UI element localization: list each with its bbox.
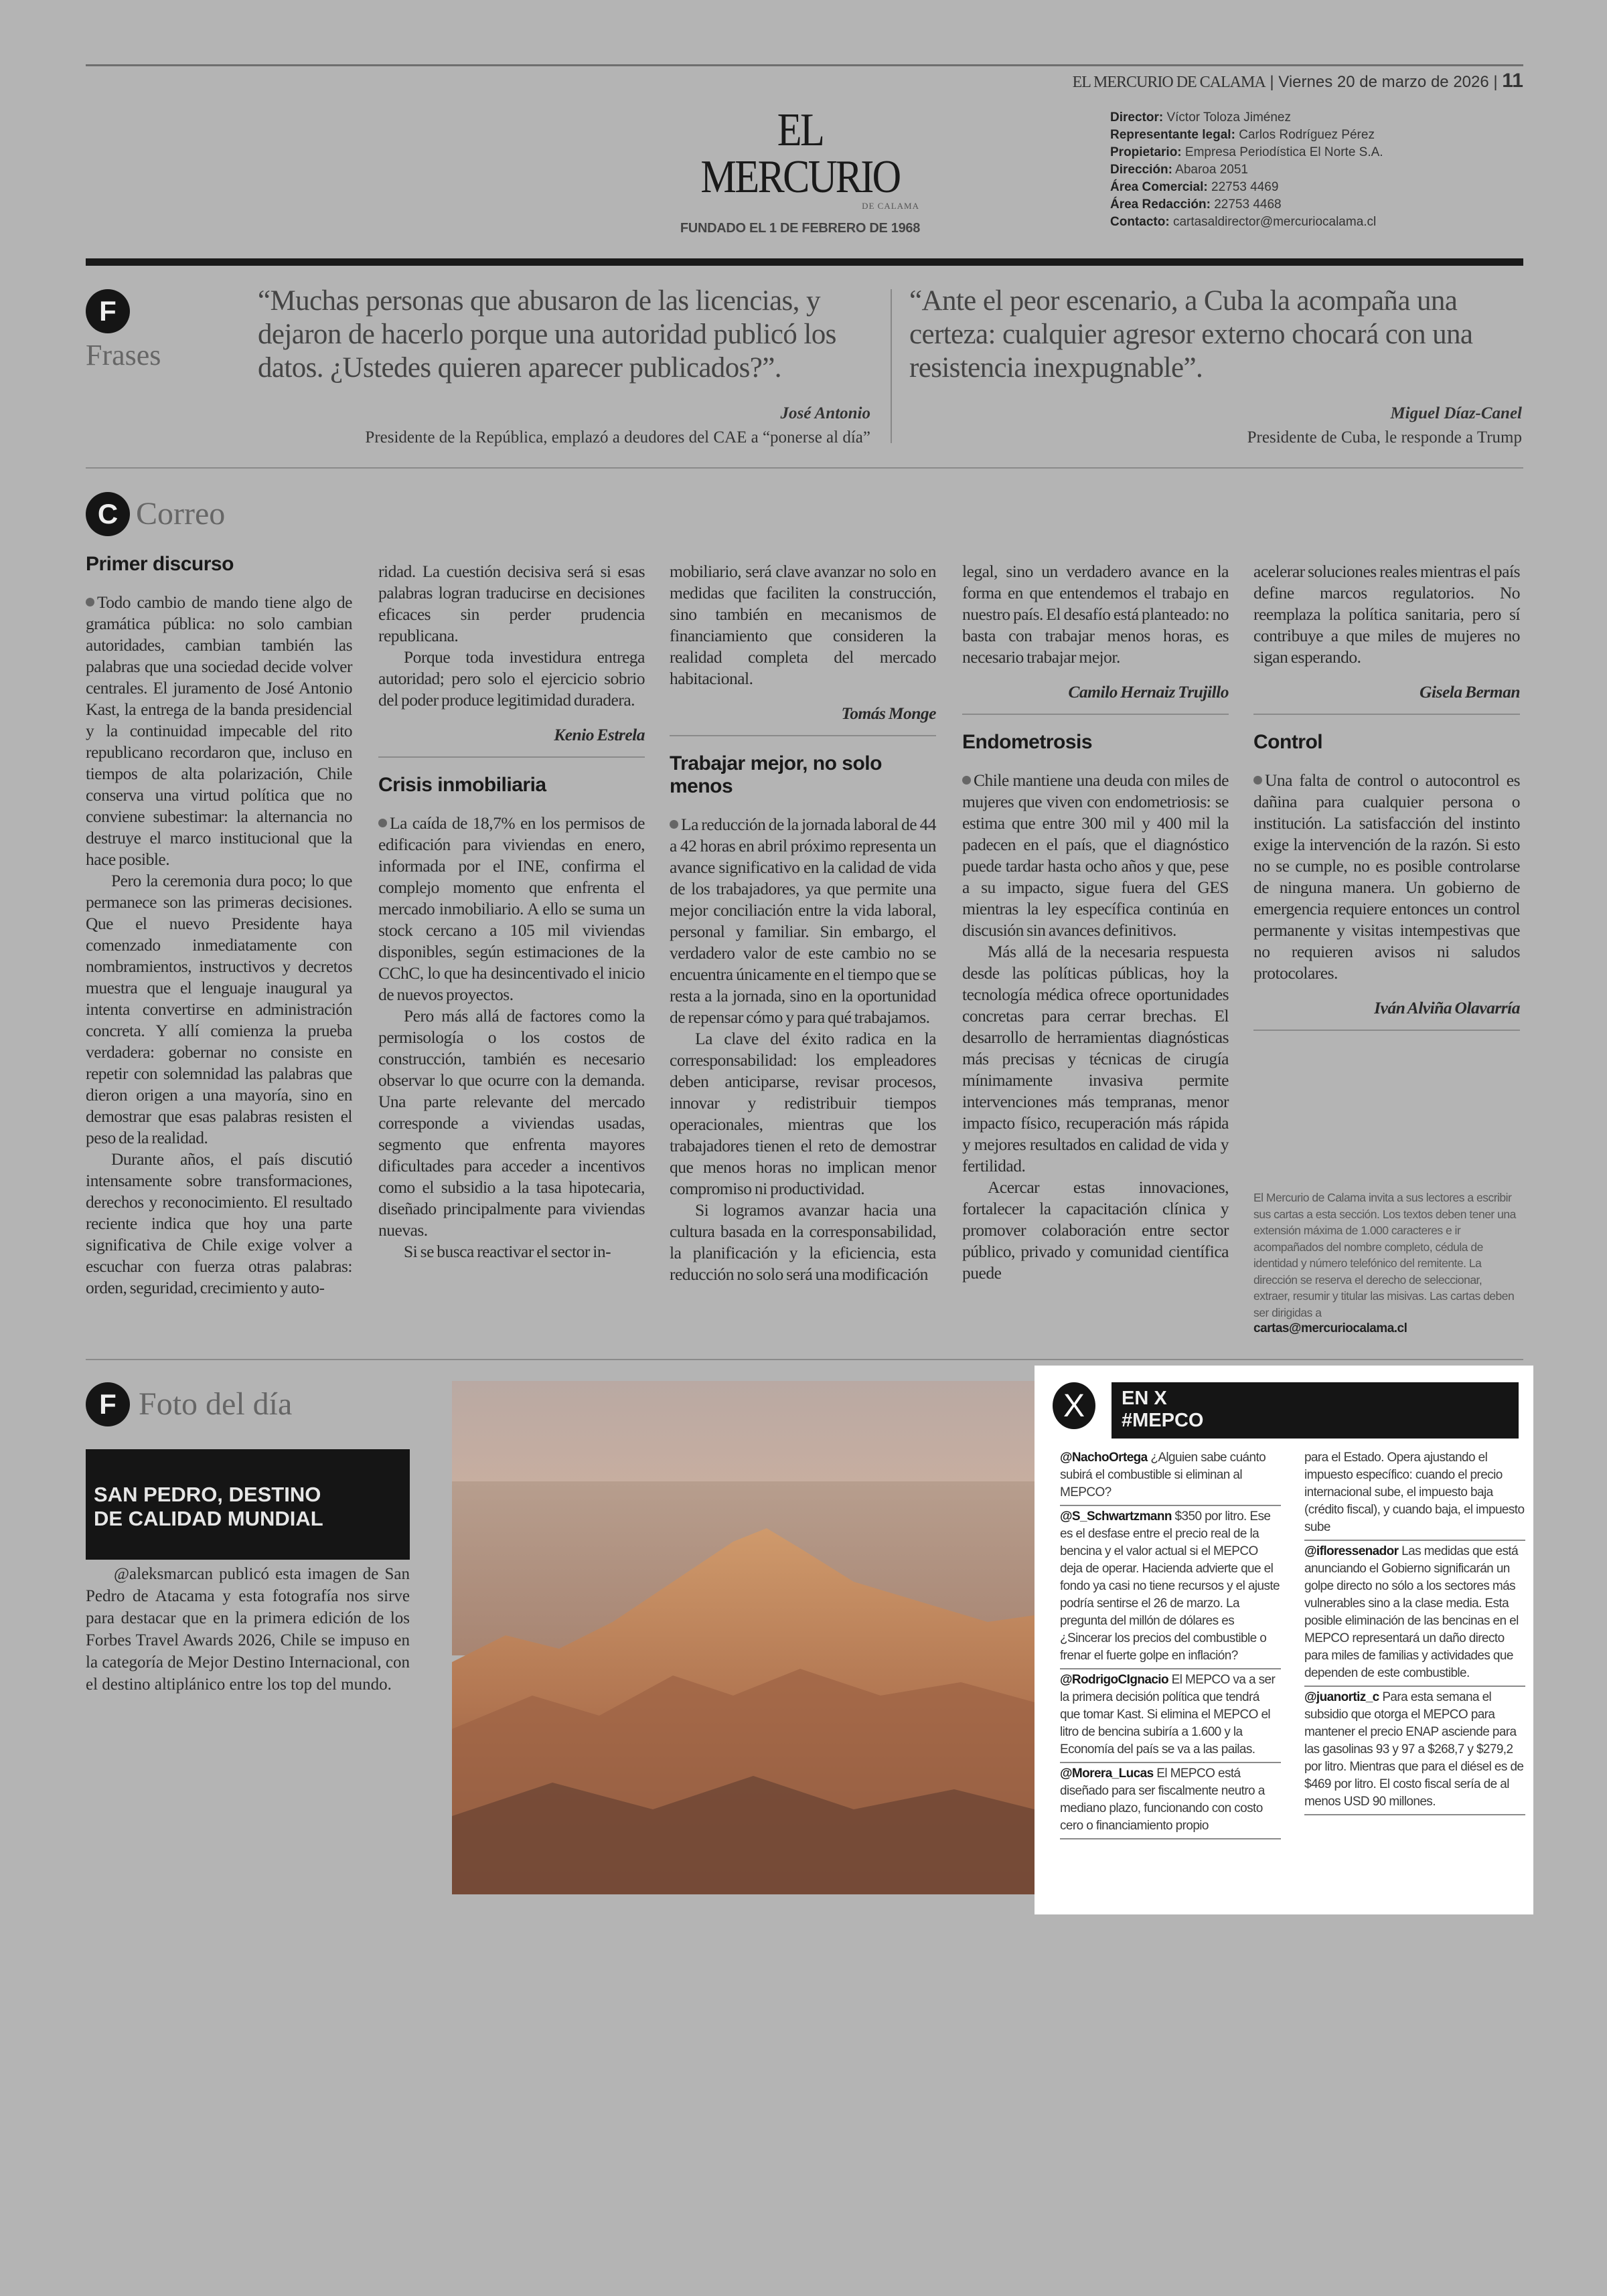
quote-text: “Muchas personas que abusaron de las licencias, y dejaron de hacerlo porque una autoridad publicó los datos. ¿Ustedes quieren aparecer publicados?”. bbox=[258, 285, 836, 384]
section-divider bbox=[86, 1359, 1523, 1360]
letter-paragraph: Todo cambio de mando tiene algo de gramática pública: no solo cambian autoridades, cambian también las palabras que una sociedad decide volver centrales. El juramento de José Antonio Kast, la entrega de la banda presidencial y la continuidad impecable del rito republicano recordaron que, incluso en tiempos de alta polarización, Chile conserva una virtud política que no conviene subestimar: la alternancia no destruye el marco institucional que la hace posible. bbox=[86, 592, 352, 869]
letters-column bbox=[1253, 561, 1520, 1047]
notice-email-link[interactable]: cartas@mercuriocalama.cl bbox=[1253, 1321, 1407, 1335]
staff-label: Representante legal: bbox=[1110, 128, 1235, 142]
frases-label: Frases bbox=[86, 339, 161, 372]
letters-notice bbox=[1253, 1190, 1520, 1337]
letter-paragraph: La clave del éxito radica en la corresponsabilidad: los empleadores deben anticiparse, revisar procesos, innovar y redistribuir tiempos operacionales, mientras que los trabajadores tienen el reto de demostrar que menos horas no implican menor compromiso ni productividad. bbox=[670, 1029, 936, 1198]
quote-divider bbox=[891, 289, 892, 443]
logo-name: EL MERCURIO bbox=[700, 104, 900, 203]
masthead-line bbox=[1073, 70, 1523, 92]
letter-paragraph: Durante años, el país discutió intensamente sobre transformaciones, derechos y reconocimiento. El resultado reciente indica que hoy una parte significativa de Chile exige volver a escuchar con fuerza otras palabras: orden, seguridad, crecimiento y auto- bbox=[86, 1149, 352, 1297]
staff-line bbox=[1110, 127, 1383, 144]
tweet bbox=[1304, 1687, 1525, 1815]
tweet bbox=[1304, 1447, 1525, 1541]
letters-column bbox=[86, 553, 352, 1299]
en-x-header bbox=[1112, 1382, 1519, 1439]
staff-box bbox=[1110, 109, 1383, 231]
issue-date: Viernes 20 de marzo de 2026 bbox=[1278, 73, 1489, 91]
letter-title: Crisis inmobiliaria bbox=[378, 774, 546, 796]
staff-label: Director: bbox=[1110, 110, 1164, 125]
letter-divider bbox=[1253, 1030, 1520, 1031]
en-x-title: EN X bbox=[1122, 1388, 1167, 1409]
newspaper-logo bbox=[673, 104, 927, 236]
staff-line bbox=[1110, 161, 1383, 179]
tweet-text: Las medidas que está anunciando el Gobierno significarán un golpe directo no sólo a los sectores más vulnerables sino a la clase media. Esta posible eliminación de las bencinas en el MEPCO representará un daño directo para miles de familias y actividades que dependen de este combustible. bbox=[1304, 1544, 1519, 1680]
quote-author: José Antonio bbox=[780, 404, 870, 422]
foto-badge-icon: F bbox=[86, 1382, 130, 1426]
tweet-handle[interactable]: @ifloressenador bbox=[1304, 1544, 1399, 1558]
staff-label: Propietario: bbox=[1110, 145, 1182, 159]
tweet-text: $350 por litro. Ese es el desfase entre el precio real de la bencina y el valor actual si el MEPCO deja de operar. Hacienda advierte que el fondo ya casi no tiene recursos y el ajuste podría sentirse el 26 de marzo. La pregunta del millón de dólares es ¿Sincerar los precios del combustible o frenar el fuerte golpe en inflación? bbox=[1060, 1509, 1280, 1663]
staff-line bbox=[1110, 196, 1383, 214]
photo-headline-line: SAN PEDRO, DESTINO bbox=[94, 1483, 321, 1506]
letter-paragraph: La caída de 18,7% en los permisos de edificación para viviendas en enero, informada por el INE, confirma el complejo momento que enfrenta el mercado inmobiliario. A ello se suma un stock cercano a 105 mil viviendas disponibles, según estimaciones de la CChC, lo que ha desincentivado el inicio de nuevos proyectos. bbox=[378, 813, 645, 1004]
letter-paragraph: La reducción de la jornada laboral de 44 a 42 horas en abril próximo representa un avance significativo en la calidad de vida de los trabajadores, ya que permite una mejor conciliación entre la vida laboral, personal y familiar. Sin embargo, el verdadero valor de este cambio no se encuentra únicamente en el tiempo que se resta a la jornada, sino en la oportunidad de repensar cómo y para qué trabajamos. bbox=[670, 815, 936, 1027]
separator: | bbox=[1270, 73, 1274, 91]
founded-line: FUNDADO EL 1 DE FEBRERO DE 1968 bbox=[680, 221, 921, 236]
page-number: 11 bbox=[1502, 70, 1523, 92]
staff-value: cartasaldirector@mercuriocalama.cl bbox=[1172, 215, 1377, 229]
tweet bbox=[1060, 1669, 1281, 1763]
section-divider bbox=[86, 258, 1523, 266]
staff-label: Dirección: bbox=[1110, 163, 1172, 177]
letter-title: Trabajar mejor, no solo menos bbox=[670, 752, 882, 797]
letter-divider bbox=[378, 756, 645, 758]
correo-badge-icon: C bbox=[86, 492, 130, 536]
tweet bbox=[1060, 1447, 1281, 1506]
letter-paragraph: Pero más allá de factores como la permisología o los costos de construcción, también es necesario observar lo que ocurre con la demanda. Una parte relevante del mercado corresponde a viviendas usadas, segmento que enfrenta mayores dificultades para acceder a incentivos como el subsidio a la tasa hipotecaria, diseñado principalmente para viviendas nuevas. bbox=[378, 1006, 645, 1240]
staff-value: Víctor Toloza Jiménez bbox=[1166, 110, 1291, 125]
en-x-panel bbox=[1035, 1366, 1533, 1914]
desert-photo bbox=[452, 1381, 1035, 1894]
tweet-handle[interactable]: @S_Schwartzmann bbox=[1060, 1509, 1172, 1524]
tweet-text: Para esta semana el subsidio que otorga el MEPCO para mantener el precio ENAP asciende para las gasolinas 93 y 97 a $268,7 y $279,2 por litro. Mientras que para el diésel es de $469 por litro. El costo fiscal sería de al menos USD 90 millones. bbox=[1304, 1690, 1524, 1809]
letter-divider bbox=[962, 714, 1229, 715]
letter-paragraph: legal, sino un verdadero avance en la forma en que entendemos el trabajo en nuestro país. El desafío está planteado: no basta con trabajar menos horas, es necesario trabajar mejor. bbox=[962, 562, 1229, 667]
tweet-handle[interactable]: @Morera_Lucas bbox=[1060, 1767, 1154, 1781]
letter-paragraph: ridad. La cuestión decisiva será si esas palabras logran traducirse en decisiones eficaces sin perder prudencia republicana. bbox=[378, 562, 645, 645]
staff-line bbox=[1110, 144, 1383, 161]
tweet-handle[interactable]: @RodrigoCIgnacio bbox=[1060, 1673, 1168, 1687]
tweet-handle[interactable]: @juanortiz_c bbox=[1304, 1690, 1379, 1704]
tweet-text: ¿Alguien sabe cuánto subirá el combustible si eliminan al MEPCO? bbox=[1060, 1451, 1266, 1499]
staff-label: Área Comercial: bbox=[1110, 180, 1208, 194]
letter-author: Gisela Berman bbox=[1420, 682, 1520, 702]
letter-title: Endometrosis bbox=[962, 731, 1093, 753]
tweets-column bbox=[1060, 1447, 1281, 1839]
staff-line bbox=[1110, 214, 1383, 231]
quote-author-role: Presidente de Cuba, le responde a Trump bbox=[1247, 428, 1522, 446]
letter-author: Iván Alviña Olavarría bbox=[1374, 998, 1520, 1017]
quote-author-role: Presidente de la República, emplazó a deudores del CAE a “ponerse al día” bbox=[365, 428, 870, 446]
logo-subtitle: DE CALAMA bbox=[862, 201, 919, 211]
letter-paragraph: Pero la ceremonia dura poco; lo que permanece son las primeras decisiones. Que el nuevo Presidente haya comenzado inmediatamente con nombramientos, instructivos y decretos muestra que el lenguaje inaugural ya intenta convertirse en administración concreta. Y allí comienza la prueba verdadera: gobernar no consiste en repetir con solemnidad las palabras que dieron origen a una mayoría, sino en demostrar que esas palabras resisten el peso de la realidad. bbox=[86, 871, 352, 1147]
staff-line bbox=[1110, 109, 1383, 127]
letter-divider bbox=[1253, 714, 1520, 715]
letter-paragraph: Chile mantiene una deuda con miles de mujeres que viven con endometriosis: se estima que entre 300 mil y 400 mil la padecen en el país, que el diagnóstico puede tardar hasta ocho años y que, pese a su impacto, sigue fuera del GES mientras la ley específica continúa en discusión sin avances definitivos. bbox=[962, 770, 1229, 940]
letters-column bbox=[962, 561, 1229, 1284]
tweet bbox=[1304, 1541, 1525, 1687]
letter-author: Tomás Monge bbox=[841, 704, 936, 723]
separator: | bbox=[1493, 73, 1498, 91]
tweet bbox=[1060, 1763, 1281, 1839]
letter-paragraph: Si se busca reactivar el sector in- bbox=[404, 1242, 611, 1261]
tweet-text: El MEPCO está diseñado para ser fiscalmente neutro a mediano plazo, funcionando con costo cero o financiamiento propio bbox=[1060, 1767, 1265, 1833]
photo-headline-box bbox=[86, 1449, 410, 1560]
x-logo-icon: X bbox=[1053, 1382, 1095, 1429]
staff-label: Área Redacción: bbox=[1110, 197, 1211, 212]
staff-line bbox=[1110, 179, 1383, 196]
staff-value: 22753 4469 bbox=[1211, 180, 1279, 194]
letter-paragraph: Si logramos avanzar hacia una cultura basada en la corresponsabilidad, la planificación y la eficiencia, esta reducción no solo será una modificación bbox=[670, 1200, 936, 1284]
letter-paragraph: mobiliario, será clave avanzar no solo en medidas que faciliten la construcción, sino también en mecanismos de financiamiento que consideren la realidad completa del mercado habitacional. bbox=[670, 562, 936, 688]
letter-author: Camilo Hernaiz Trujillo bbox=[1068, 682, 1229, 702]
top-rule bbox=[86, 64, 1523, 66]
photo-caption: @aleksmarcan publicó esta imagen de San Pedro de Atacama y esta fotografía nos sirve para destacar que en la primera edición de los Forbes Travel Awards 2026, Chile se impuso en la categoría de Mejor Destino Internacional, con el destino altiplánico entre los top del mundo. bbox=[86, 1565, 410, 1694]
correo-label: Correo bbox=[136, 496, 226, 531]
letters-column bbox=[378, 561, 645, 1262]
letter-paragraph: acelerar soluciones reales mientras el país define marcos regulatorios. No reemplaza la política sanitaria, pero sí contribuye a que miles de mujeres no sigan esperando. bbox=[1253, 562, 1520, 667]
letter-author: Kenio Estrela bbox=[554, 725, 645, 744]
paper-name: EL MERCURIO DE CALAMA bbox=[1072, 74, 1266, 91]
frases-badge-icon: F bbox=[86, 289, 130, 333]
letter-paragraph: Más allá de la necesaria respuesta desde las políticas públicas, hoy la tecnología médica ofrece oportunidades concretas para cerrar brechas. El desarrollo de herramientas diagnósticas más precisas y técnicas de cirugía mínimamente invasiva permite intervenciones más tempranas, menor impacto físico, recuperación más rápida y mejores resultados en calidad de vida y fertilidad. bbox=[962, 942, 1229, 1175]
tweet-handle[interactable]: @NachoOrtega bbox=[1060, 1451, 1148, 1465]
notice-text: El Mercurio de Calama invita a sus lectores a escribir sus cartas a esta sección. Los textos deben tener una extensión máxima de 1.000 caracteres e ir acompañados del nombre completo, cédula de identidad y número telefónico del remitente. La dirección se reserva el derecho de seleccionar, extraer, resumir y titular las misivas. Las cartas deben ser dirigidas a bbox=[1253, 1191, 1516, 1319]
tweet-text: para el Estado. Opera ajustando el impuesto específico: cuando el precio internacional sube, el impuesto baja (crédito fiscal), y cuando baja, el impuesto sube bbox=[1304, 1451, 1525, 1534]
letter-title: Primer discurso bbox=[86, 553, 234, 575]
foto-label: Foto del día bbox=[139, 1386, 293, 1422]
en-x-hashtag[interactable]: #MEPCO bbox=[1122, 1410, 1204, 1431]
letter-paragraph: Porque toda investidura entrega autoridad; pero solo el ejercicio sobrio del poder produce legitimidad duradera. bbox=[378, 647, 645, 710]
tweet bbox=[1060, 1506, 1281, 1669]
quote-text: “Ante el peor escenario, a Cuba la acompaña una certeza: cualquier agresor externo chocará con una resistencia inexpugnable”. bbox=[909, 285, 1473, 384]
section-divider bbox=[86, 467, 1523, 469]
staff-label: Contacto: bbox=[1110, 215, 1170, 229]
tweet-text: El MEPCO va a ser la primera decisión política que tendrá que tomar Kast. Si elimina el MEPCO el litro de bencina subiría a 1.600 y la Economía del país se va a las pailas. bbox=[1060, 1673, 1276, 1756]
staff-value: 22753 4468 bbox=[1214, 197, 1282, 212]
letters-column bbox=[670, 561, 936, 1285]
tweets-column bbox=[1304, 1447, 1525, 1815]
staff-value: Empresa Periodística El Norte S.A. bbox=[1184, 145, 1383, 159]
letter-paragraph: Una falta de control o autocontrol es dañina para cualquier persona o institución. La satisfacción del instinto exige la intervención de la razón. Si esto no se cumple, no es posible controlarse de ninguna manera. Un gobierno de emergencia requiere entonces un control permanente y visitas intempestivas que no requieren avisos ni saludos protocolares. bbox=[1253, 770, 1520, 983]
staff-value: Abaroa 2051 bbox=[1175, 163, 1248, 177]
quote-author: Miguel Díaz-Canel bbox=[1390, 404, 1522, 422]
letter-divider bbox=[670, 735, 936, 736]
letter-title: Control bbox=[1253, 731, 1323, 753]
photo-headline-line: DE CALIDAD MUNDIAL bbox=[94, 1507, 323, 1530]
letter-paragraph: Acercar estas innovaciones, fortalecer la capacitación clínica y promover colaboración entre sector público, privado y comunidad científica puede bbox=[962, 1177, 1229, 1283]
staff-value: Carlos Rodríguez Pérez bbox=[1239, 128, 1375, 142]
